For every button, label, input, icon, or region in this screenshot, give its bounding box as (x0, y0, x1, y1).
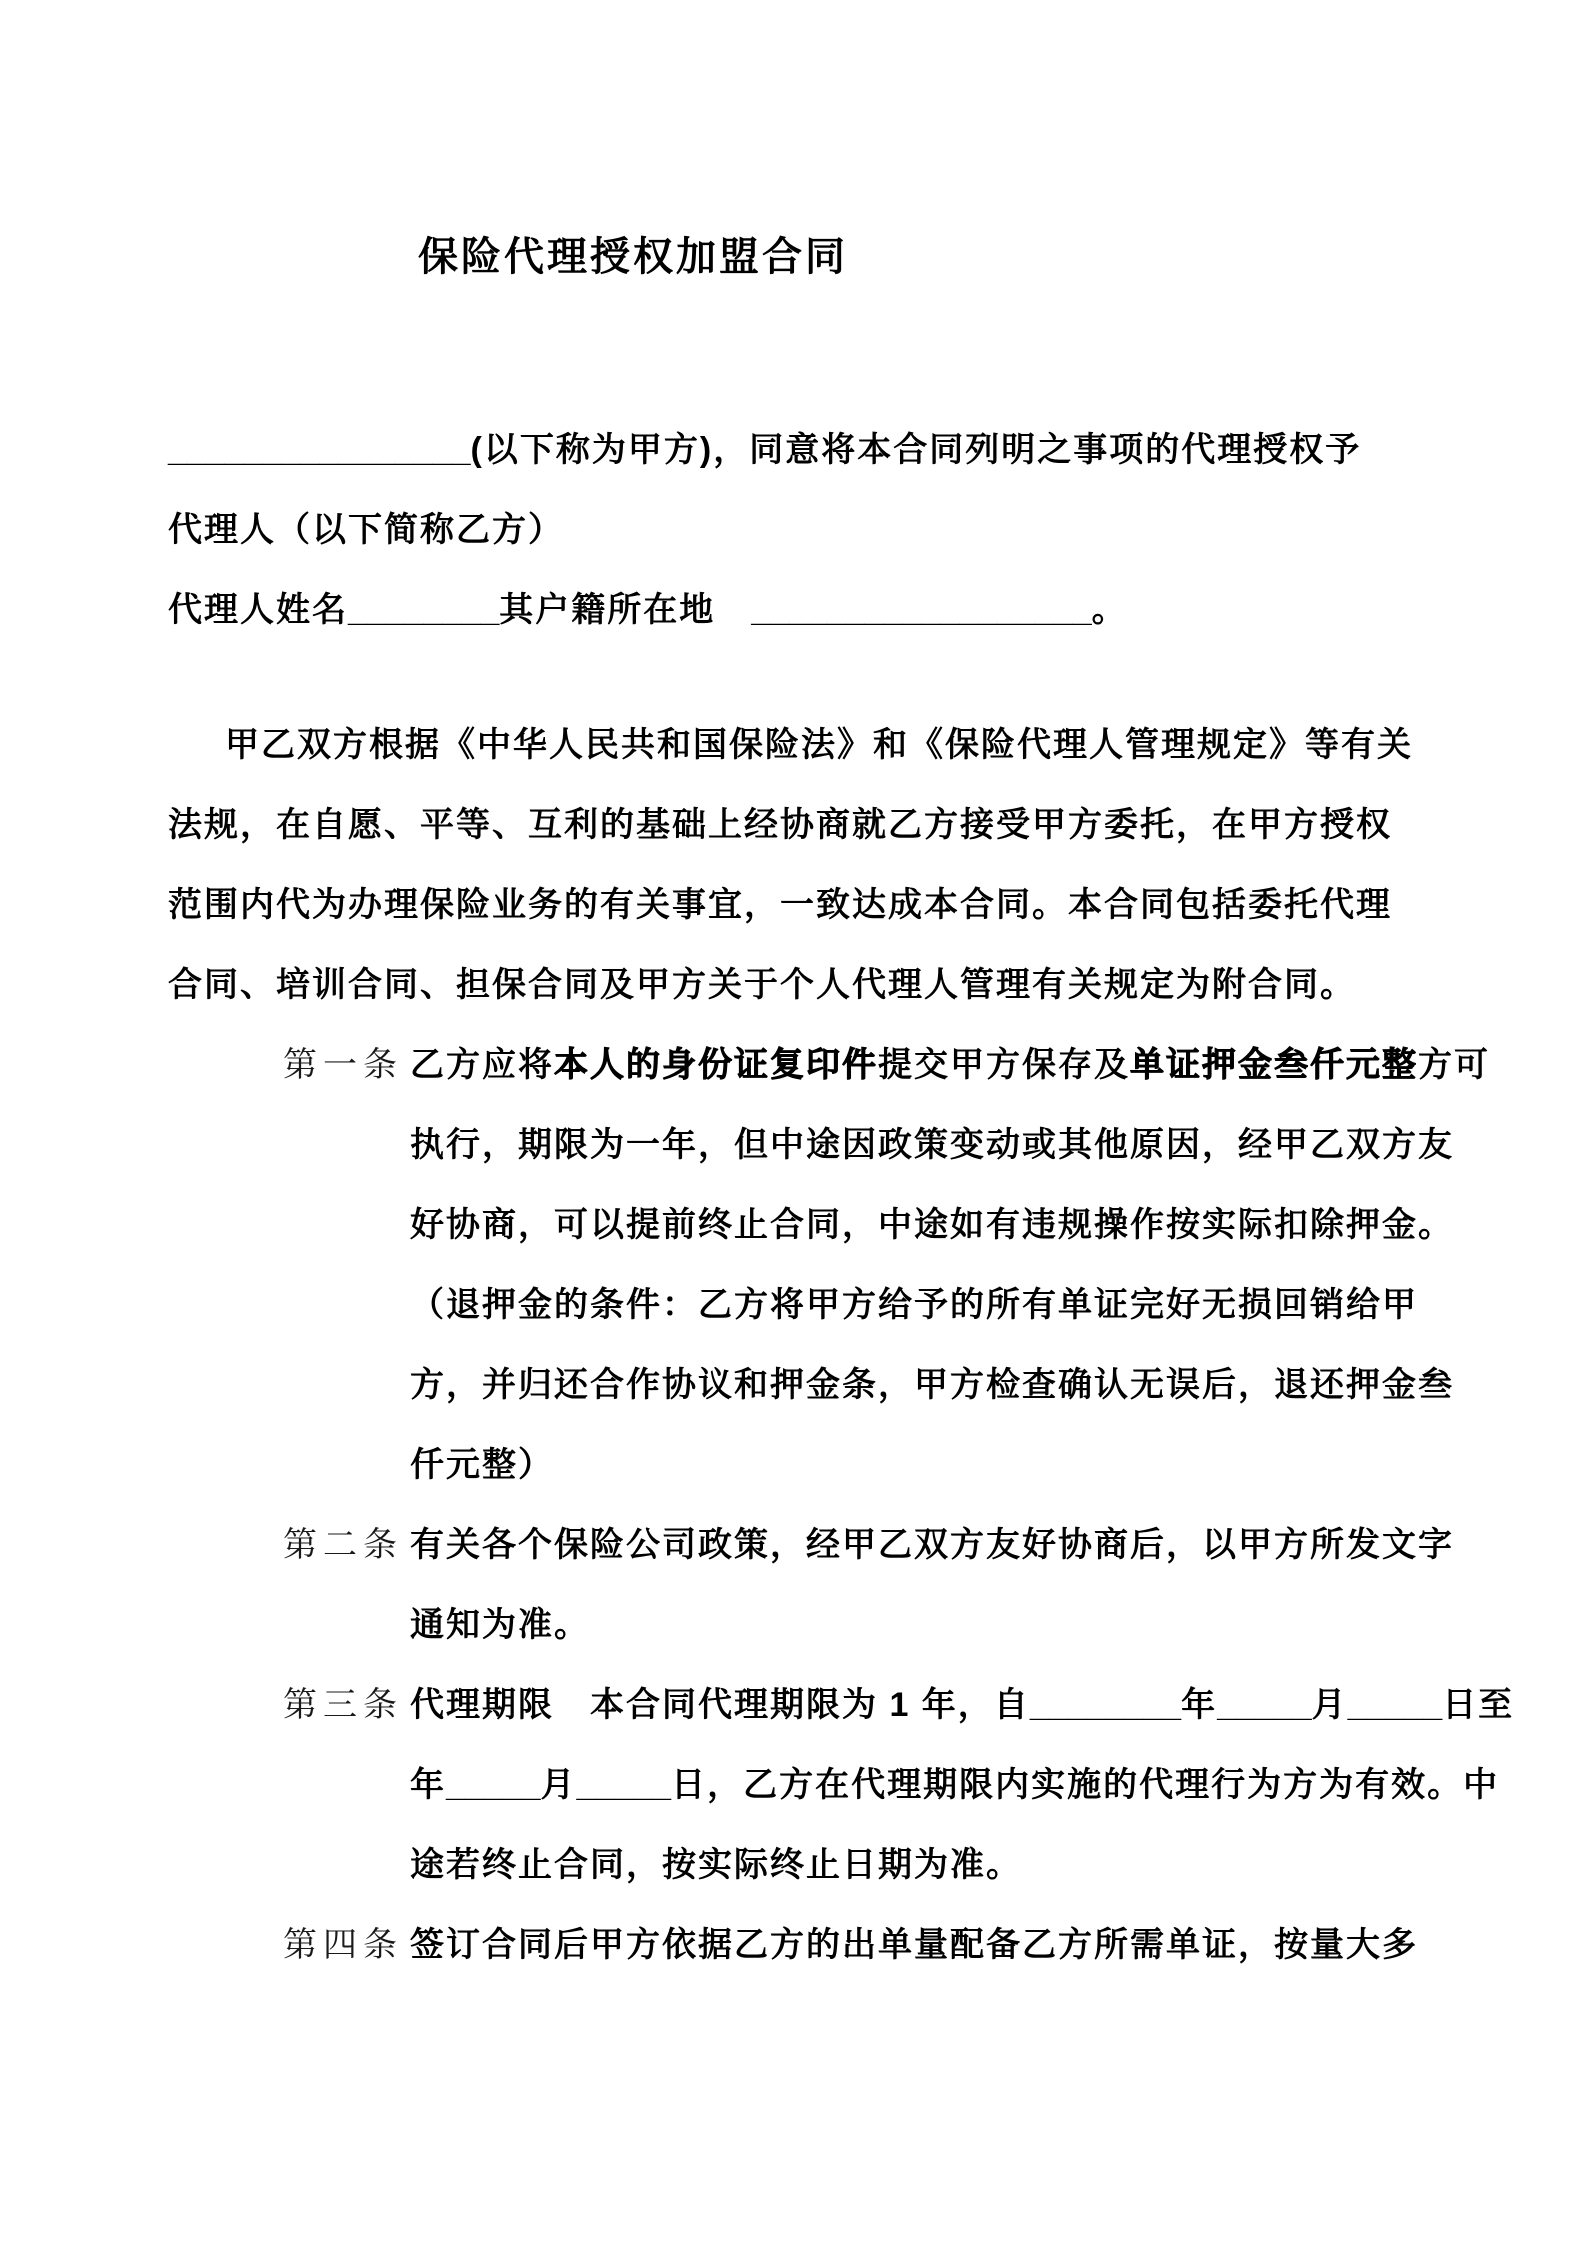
clause-3-text: 年 (410, 1766, 446, 1804)
clause-2-line-2: 通知为准。 (410, 1606, 590, 1644)
clause-3-line-2 (168, 1745, 1586, 1825)
clause-1-text: 提交甲方保存及 (878, 1046, 1130, 1084)
clause-1-line-2: 执行，期限为一年，但中途因政策变动或其他原因，经甲乙双方友 (410, 1126, 1454, 1164)
clause-1-emphasis-id-copy: 本人的身份证复印件 (554, 1046, 878, 1084)
clause-3-text: 代理期限 本合同代理期限为 1 年，自 (410, 1686, 1030, 1724)
clause-3-text: 年 (1181, 1686, 1218, 1724)
party-a-blank-field: ________________ (168, 431, 471, 469)
month-blank-field: _____ (446, 1766, 541, 1804)
party-a-line (168, 410, 1586, 490)
clause-3-line-3: 途若终止合同，按实际终止日期为准。 (410, 1846, 1022, 1884)
preamble-line-3: 范围内代为办理保险业务的有关事宜，一致达成本合同。本合同包括委托代理 (168, 886, 1392, 924)
sentence-period: 。 (1091, 591, 1128, 629)
clause-3-label: 第三条 (283, 1686, 403, 1724)
clause-4-label: 第四条 (283, 1926, 403, 1964)
contract-title: 保险代理授权加盟合同 (418, 235, 848, 279)
clause-1-line-5: 方，并归还合作协议和押金条，甲方检查确认无误后，退还押金叁 (410, 1366, 1454, 1404)
party-b-line: 代理人（以下简称乙方） (168, 511, 564, 549)
clause-1-line-3: 好协商，可以提前终止合同，中途如有违规操作按实际扣除押金。 (410, 1206, 1454, 1244)
preamble-line-1: 甲乙双方根据《中华人民共和国保险法》和《保险代理人管理规定》等有关 (225, 726, 1413, 764)
day-blank-field: _____ (1347, 1686, 1443, 1724)
clause-1-line-4: （退押金的条件：乙方将甲方给予的所有单证完好无损回销给甲 (410, 1286, 1418, 1324)
clause-1-line-1 (168, 1025, 1586, 1105)
preamble-line-2: 法规，在自愿、平等、互利的基础上经协商就乙方接受甲方委托，在甲方授权 (168, 806, 1392, 844)
clause-3-text: 月 (1311, 1686, 1348, 1724)
agent-name-line (168, 570, 1586, 650)
clause-1-line-6: 仟元整） (410, 1446, 554, 1484)
clause-1-emphasis-deposit: 单证押金叁仟元整 (1130, 1046, 1418, 1084)
clause-2-text: 有关各个保险公司政策，经甲乙双方友好协商后，以甲方所发文字 (410, 1526, 1454, 1564)
year-blank-field: ________ (1029, 1686, 1182, 1724)
residence-blank-field: __________________ (751, 591, 1092, 629)
clause-1-text: 乙方应将 (410, 1046, 554, 1084)
month-blank-field: _____ (1217, 1686, 1312, 1724)
preamble-line-4: 合同、培训合同、担保合同及甲方关于个人代理人管理有关规定为附合同。 (168, 966, 1356, 1004)
clause-3-text: 月 (540, 1766, 577, 1804)
residence-label: 其户籍所在地 (499, 591, 752, 629)
agent-name-label: 代理人姓名 (168, 591, 348, 629)
clause-3-line-1 (168, 1665, 1586, 1745)
clause-3-text: 日至 (1442, 1686, 1515, 1724)
agent-name-blank-field: ________ (348, 591, 500, 629)
day-blank-field: _____ (576, 1766, 672, 1804)
clause-2-label: 第二条 (283, 1526, 403, 1564)
clause-3-text: 日，乙方在代理期限内实施的代理行为方为有效。中 (671, 1766, 1500, 1804)
party-a-text: (以下称为甲方)，同意将本合同列明之事项的代理授权予 (470, 431, 1362, 469)
clause-1-label: 第一条 (283, 1046, 403, 1084)
clause-2-line-1 (168, 1505, 1586, 1585)
clause-4-text: 签订合同后甲方依据乙方的出单量配备乙方所需单证，按量大多 (410, 1926, 1418, 1964)
spacer (168, 292, 1586, 410)
clause-4-line-1 (168, 1905, 1586, 1985)
spacer (168, 650, 1586, 705)
clause-1-text: 方可 (1418, 1046, 1490, 1084)
